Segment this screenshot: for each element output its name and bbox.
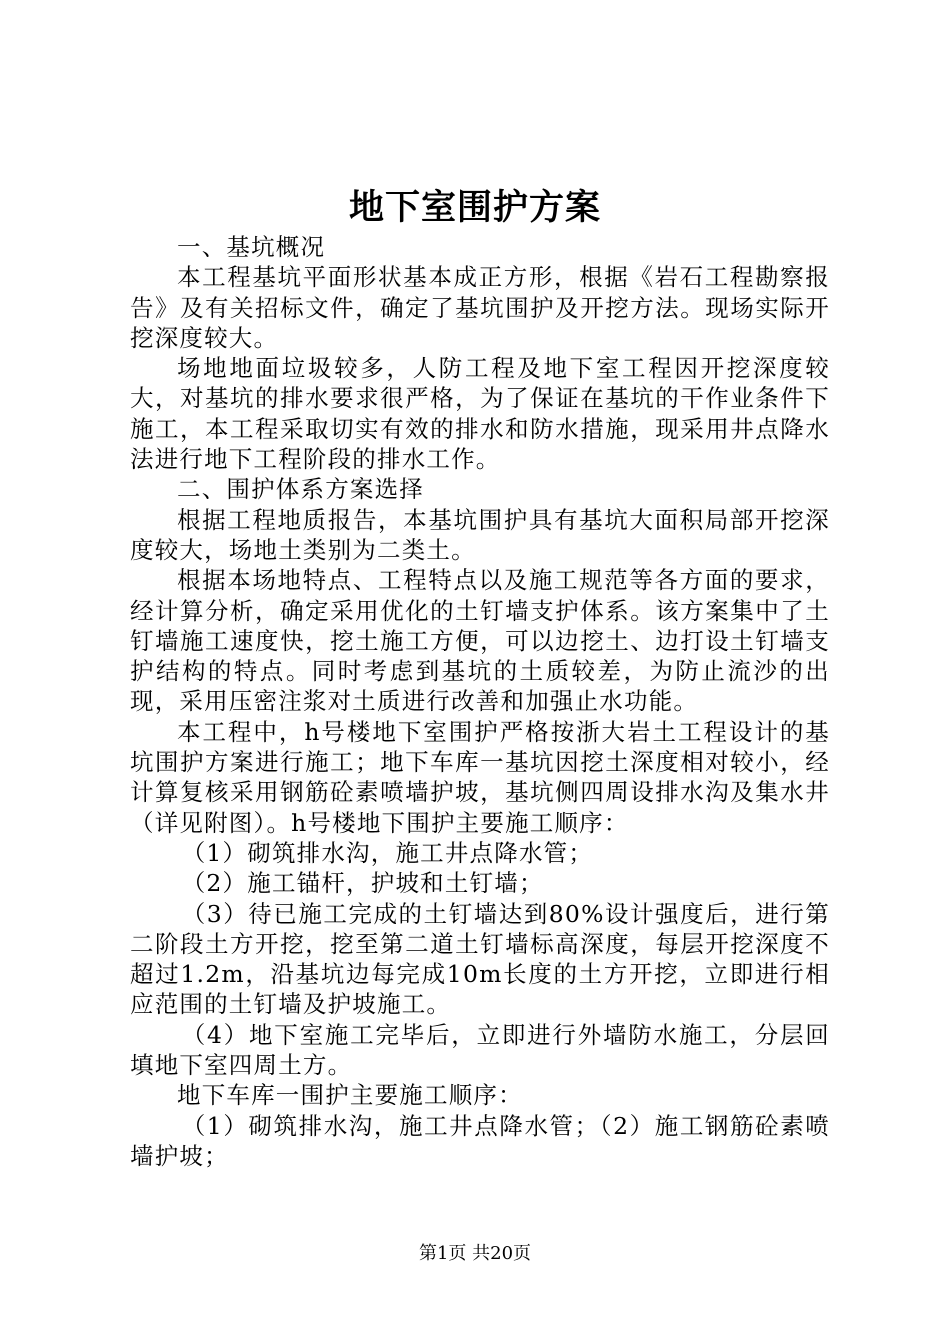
paragraph-site-drainage: 场地地面垃圾较多，人防工程及地下室工程因开挖深度较大，对基坑的排水要求很严格，为了保证在基坑的干作业条件下施工，本工程采取切实有效的排水和防水措施，现采用井点降水法进行地下工程阶段的排水工作。 <box>130 354 830 474</box>
paragraph-garage-sequence: 地下车库一围护主要施工顺序： <box>177 1081 523 1110</box>
page-footer: 第1页 共20页 <box>418 1243 532 1264</box>
list-item-garage-steps: （1）砌筑排水沟，施工井点降水管；（2）施工钢筋砼素喷墙护坡； <box>130 1111 830 1170</box>
list-item-step-4: （4）地下室施工完毕后，立即进行外墙防水施工，分层回填地下室四周土方。 <box>130 1020 830 1080</box>
list-item-step-2: （2）施工锚杆，护坡和土钉墙； <box>181 869 544 898</box>
document-title: 地下室围护方案 <box>348 188 601 228</box>
section-heading-support-scheme: 二、围护体系方案选择 <box>177 475 424 504</box>
document-body <box>130 232 830 1171</box>
paragraph-geology-report: 根据工程地质报告，本基坑围护具有基坑大面积局部开挖深度较大，场地土类别为二类土。 <box>130 505 830 564</box>
paragraph-building-h-basement: 本工程中，h号楼地下室围护严格按浙大岩土工程设计的基坑围护方案进行施工；地下车库一基坑因挖土深度相对较小，经计算复核采用钢筋砼素喷墙护坡，基坑侧四周设排水沟及集水井（详见附图）。h号楼地下围护主要施工顺序： <box>130 717 830 837</box>
paragraph-soil-nail-wall: 根据本场地特点、工程特点以及施工规范等各方面的要求，经计算分析，确定采用优化的土钉墙支护体系。该方案集中了土钉墙施工速度快，挖土施工方便，可以边挖土、边打设土钉墙支护结构的特点。同时考虑到基坑的土质较差，为防止流沙的出现，采用压密注浆对土质进行改善和加强止水功能。 <box>130 566 830 716</box>
list-item-step-3: （3）待已施工完成的土钉墙达到80%设计强度后，进行第二阶段土方开挖，挖至第二道土钉墙标高深度，每层开挖深度不超过1.2m，沿基坑边每完成10m长度的土方开挖，立即进行相应范围的土钉墙及护坡施工。 <box>130 899 830 1019</box>
section-heading-pit-overview: 一、基坑概况 <box>177 233 326 261</box>
paragraph-pit-shape: 本工程基坑平面形状基本成正方形，根据《岩石工程勘察报告》及有关招标文件，确定了基坑围护及开挖方法。现场实际开挖深度较大。 <box>130 263 830 352</box>
list-item-step-1: （1）砌筑排水沟，施工井点降水管； <box>181 838 594 867</box>
